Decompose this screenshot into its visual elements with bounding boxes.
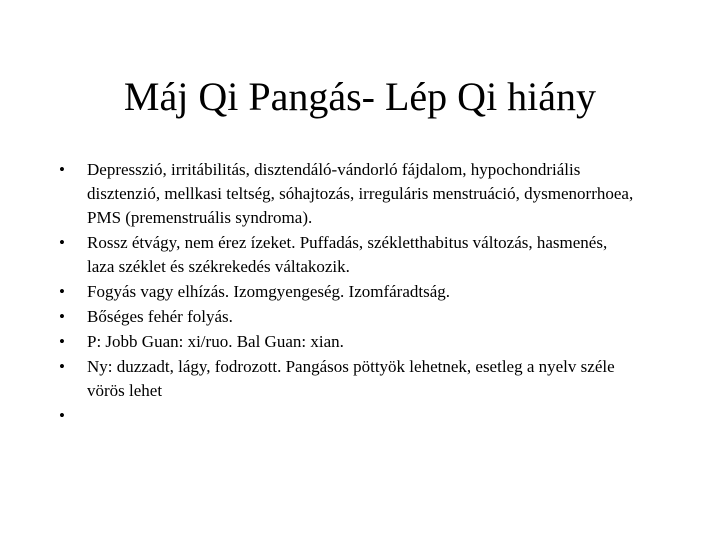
bullet-text: P: Jobb Guan: xi/ruo. Bal Guan: xian.: [87, 332, 344, 351]
bullet-item: [56, 158, 636, 230]
bullet-item: [56, 280, 636, 304]
bullet-dot-icon: •: [59, 160, 65, 179]
slide-title: Máj Qi Pangás- Lép Qi hiány: [123, 74, 597, 119]
bullet-dot-icon: •: [59, 357, 65, 376]
bullet-text: Fogyás vagy elhízás. Izomgyengeség. Izomfáradtság.: [87, 282, 451, 301]
bullet-item: [56, 305, 636, 329]
bullet-text: Depresszió, irritábilitás, disztendáló-vándorló fájdalom, hypochondriális disztenzió, mellkasi teltség, sóhajtozás, irreguláris menstruáció, dysmenorrhoea, PMS (premenstruális syndroma).: [87, 160, 634, 227]
bullet-dot-icon: •: [59, 233, 65, 252]
bullet-dot-icon: •: [59, 406, 65, 425]
bullet-text: Rossz étvágy, nem érez ízeket. Puffadás, székletthabitus változás, hasmenés, laza széklet és székrekedés váltakozik.: [87, 233, 608, 276]
bullet-text: Bőséges fehér folyás.: [87, 307, 233, 326]
bullet-dot-icon: •: [59, 282, 65, 301]
bullet-item: [56, 231, 636, 279]
bullet-dot-icon: •: [59, 332, 65, 351]
bullet-item: [56, 330, 636, 354]
bullet-text: Ny: duzzadt, lágy, fodrozott. Pangásos pöttyök lehetnek, esetleg a nyelv széle vörös lehet: [87, 357, 615, 400]
bullet-list: [56, 158, 636, 429]
bullet-item: [56, 355, 636, 403]
bullet-dot-icon: •: [59, 307, 65, 326]
bullet-item-empty: [56, 404, 636, 428]
